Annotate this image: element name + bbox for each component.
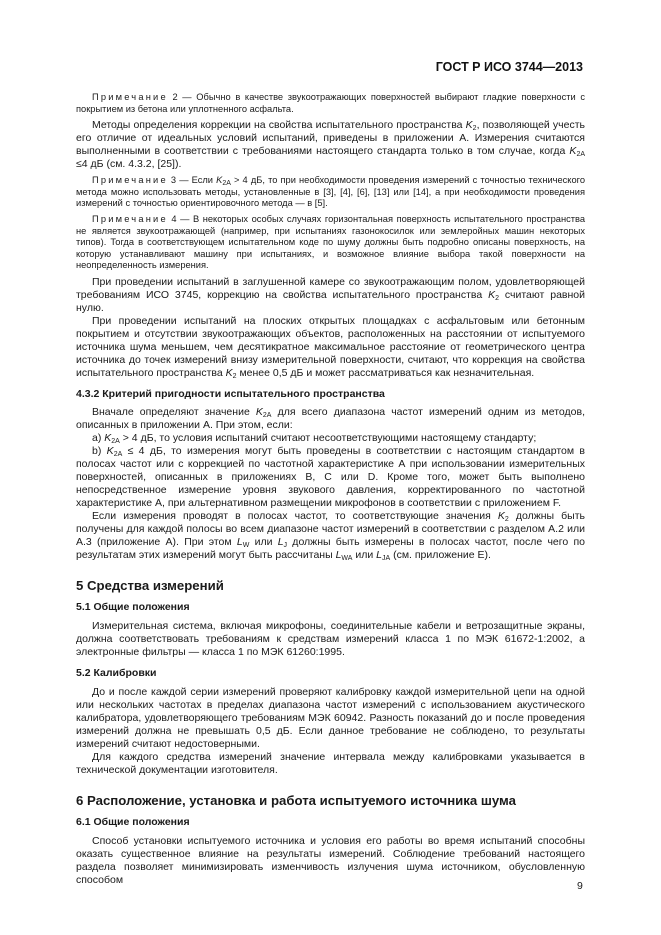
note-label: Примечание (92, 213, 168, 224)
standard-header: ГОСТ Р ИСО 3744—2013 (435, 60, 583, 74)
note-label: Примечание (92, 175, 168, 186)
paragraph-source-installation: Способ установки испытуемого источника и условия его работы во время испытаний способны оказать существенное влияние на результаты измерений. Соблюдение требований настоящего раздела позволяет минимизировать изменчивость излучения шума источником, обусловленную способом (76, 834, 585, 886)
page-number: 9 (577, 880, 583, 892)
page-content (76, 92, 585, 887)
section-6-1-title: 6.1 Общие положения (76, 815, 190, 828)
paragraph-first-determine: Вначале определяют значение $K_{2A}$ для всего диапазона частот измерений одним из методов, описанных в приложении А. При этом, если: (76, 405, 585, 431)
section-4-3-2-title: 4.3.2 Критерий пригодности испытательного пространства (76, 387, 385, 400)
paragraph-calibration: До и после каждой серии измерений проверяют калибровку каждой измерительной цепи на одной или нескольких частотах в пределах диапазона частот измерений с использованием акустического калибратора, удовлетворяющего требованиям МЭК 60942. Разность показаний до и после проведения измерений должна не превышать 0,5 дБ. Если данное требование не соблюдено, то результаты измерений считают недостоверными. (76, 685, 585, 750)
paragraph-open-sites: При проведении испытаний на плоских открытых площадках с асфальтовым или бетонным покрытием и отсутствии звукоотражающих объектов, расположенных на расстоянии от испытуемого источника шума меньшем, чем десятикратное максимальное расстояние от геометрического центра источника до точек измерений внизу измерительной поверхности, считают, что коррекция на свойства испытательного пространства $K_2$ менее 0,5 дБ и может рассматриваться как незначительная. (76, 314, 585, 380)
section-6-title: 6 Расположение, установка и работа испытуемого источника шума (76, 792, 516, 808)
paragraph-frequency-bands: Если измерения проводят в полосах частот, то соответствующие значения $K_2$ должны быть получены для каждой полосы во всем диапазоне частот измерений в соответствии с разделом А.2 или А.3 (приложение А). При этом $L_W$ или $L_J$ должны быть измерены в полосах частот, после чего по результатам этих измерений могут быть рассчитаны $L_{WA}$ или $L_{JA}$ (см. приложение Е). (76, 509, 585, 562)
list-item-a: а) $K_{2A} > 4$ дБ, то условия испытаний считают несоответствующими настоящему стандарту; (92, 431, 537, 445)
list-item-b: b) $K_{2A} \le 4$ дБ, то измерения могут быть проведены в соответствии с настоящим стандартом в полосах частот или с коррекцией по частотной характеристике А при использовании измерительных поверхностей, описанных в приложениях В, С или D. Кроме того, может быть выполнено непосредственное измерение уровня звукового давления, корректированного по частотной характеристике А, при альтернативном размещении микрофонов в соответствии с приложением F. (76, 444, 585, 509)
note-4: Примечание 4 — В некоторых особых случаях горизонтальная поверхность испытательного пространства не является звукоотражающей (например, при испытаниях газонокосилок или землеройных машин некоторых типов). Тогда в соответствующем испытательном коде по шуму должны быть подробно описаны поверхность, на которую устанавливают машину при испытаниях, и возможное влияние выбора такой поверхности на неопределенность измерения. (76, 213, 585, 271)
note-2: Примечание 2 — Обычно в качестве звукоотражающих поверхностей выбирают гладкие поверхности с покрытием из бетона или уплотненного асфальта. (76, 92, 585, 114)
section-5-2-title: 5.2 Калибровки (76, 666, 157, 679)
paragraph-measurement-system: Измерительная система, включая микрофоны, соединительные кабели и ветрозащитные экраны, должна соответствовать требованиям к средствам измерений класса 1 по МЭК 61672-1:2002, а электронные фильтры — класса 1 по МЭК 61260:1995. (76, 619, 585, 658)
section-5-1-title: 5.1 Общие положения (76, 600, 190, 613)
paragraph-anechoic-chamber: При проведении испытаний в заглушенной камере со звукоотражающим полом, удовлетворяющей требованиям ИСО 3745, коррекцию на свойства испытательного пространства $K_2$ считают равной нулю. (76, 275, 585, 314)
note-label: Примечание (92, 92, 168, 102)
paragraph-k2-methods: Методы определения коррекции на свойства испытательного пространства $K_2$, позволяющей учесть его отличие от идеальных условий испытаний, приведены в приложении А. Измерения считаются выполненными в соответствии с требованиями настоящего стандарта только в том случае, когда $K_{2A} \le 4$ дБ (см. 4.3.2, [25]). (76, 119, 586, 171)
section-5-title: 5 Средства измерений (76, 577, 224, 593)
paragraph-calibration-interval: Для каждого средства измерений значение интервала между калибровками указывается в технической документации изготовителя. (76, 750, 585, 776)
note-3: Примечание 3 — Если $K_{2A} > 4$ дБ, то при необходимости проведения измерений с точностью технического метода можно использовать методы, установленные в [3], [4], [6], [13] или [14], а при необходимости проведения измерений с точностью ориентировочного метода — в [5]. (76, 175, 586, 209)
